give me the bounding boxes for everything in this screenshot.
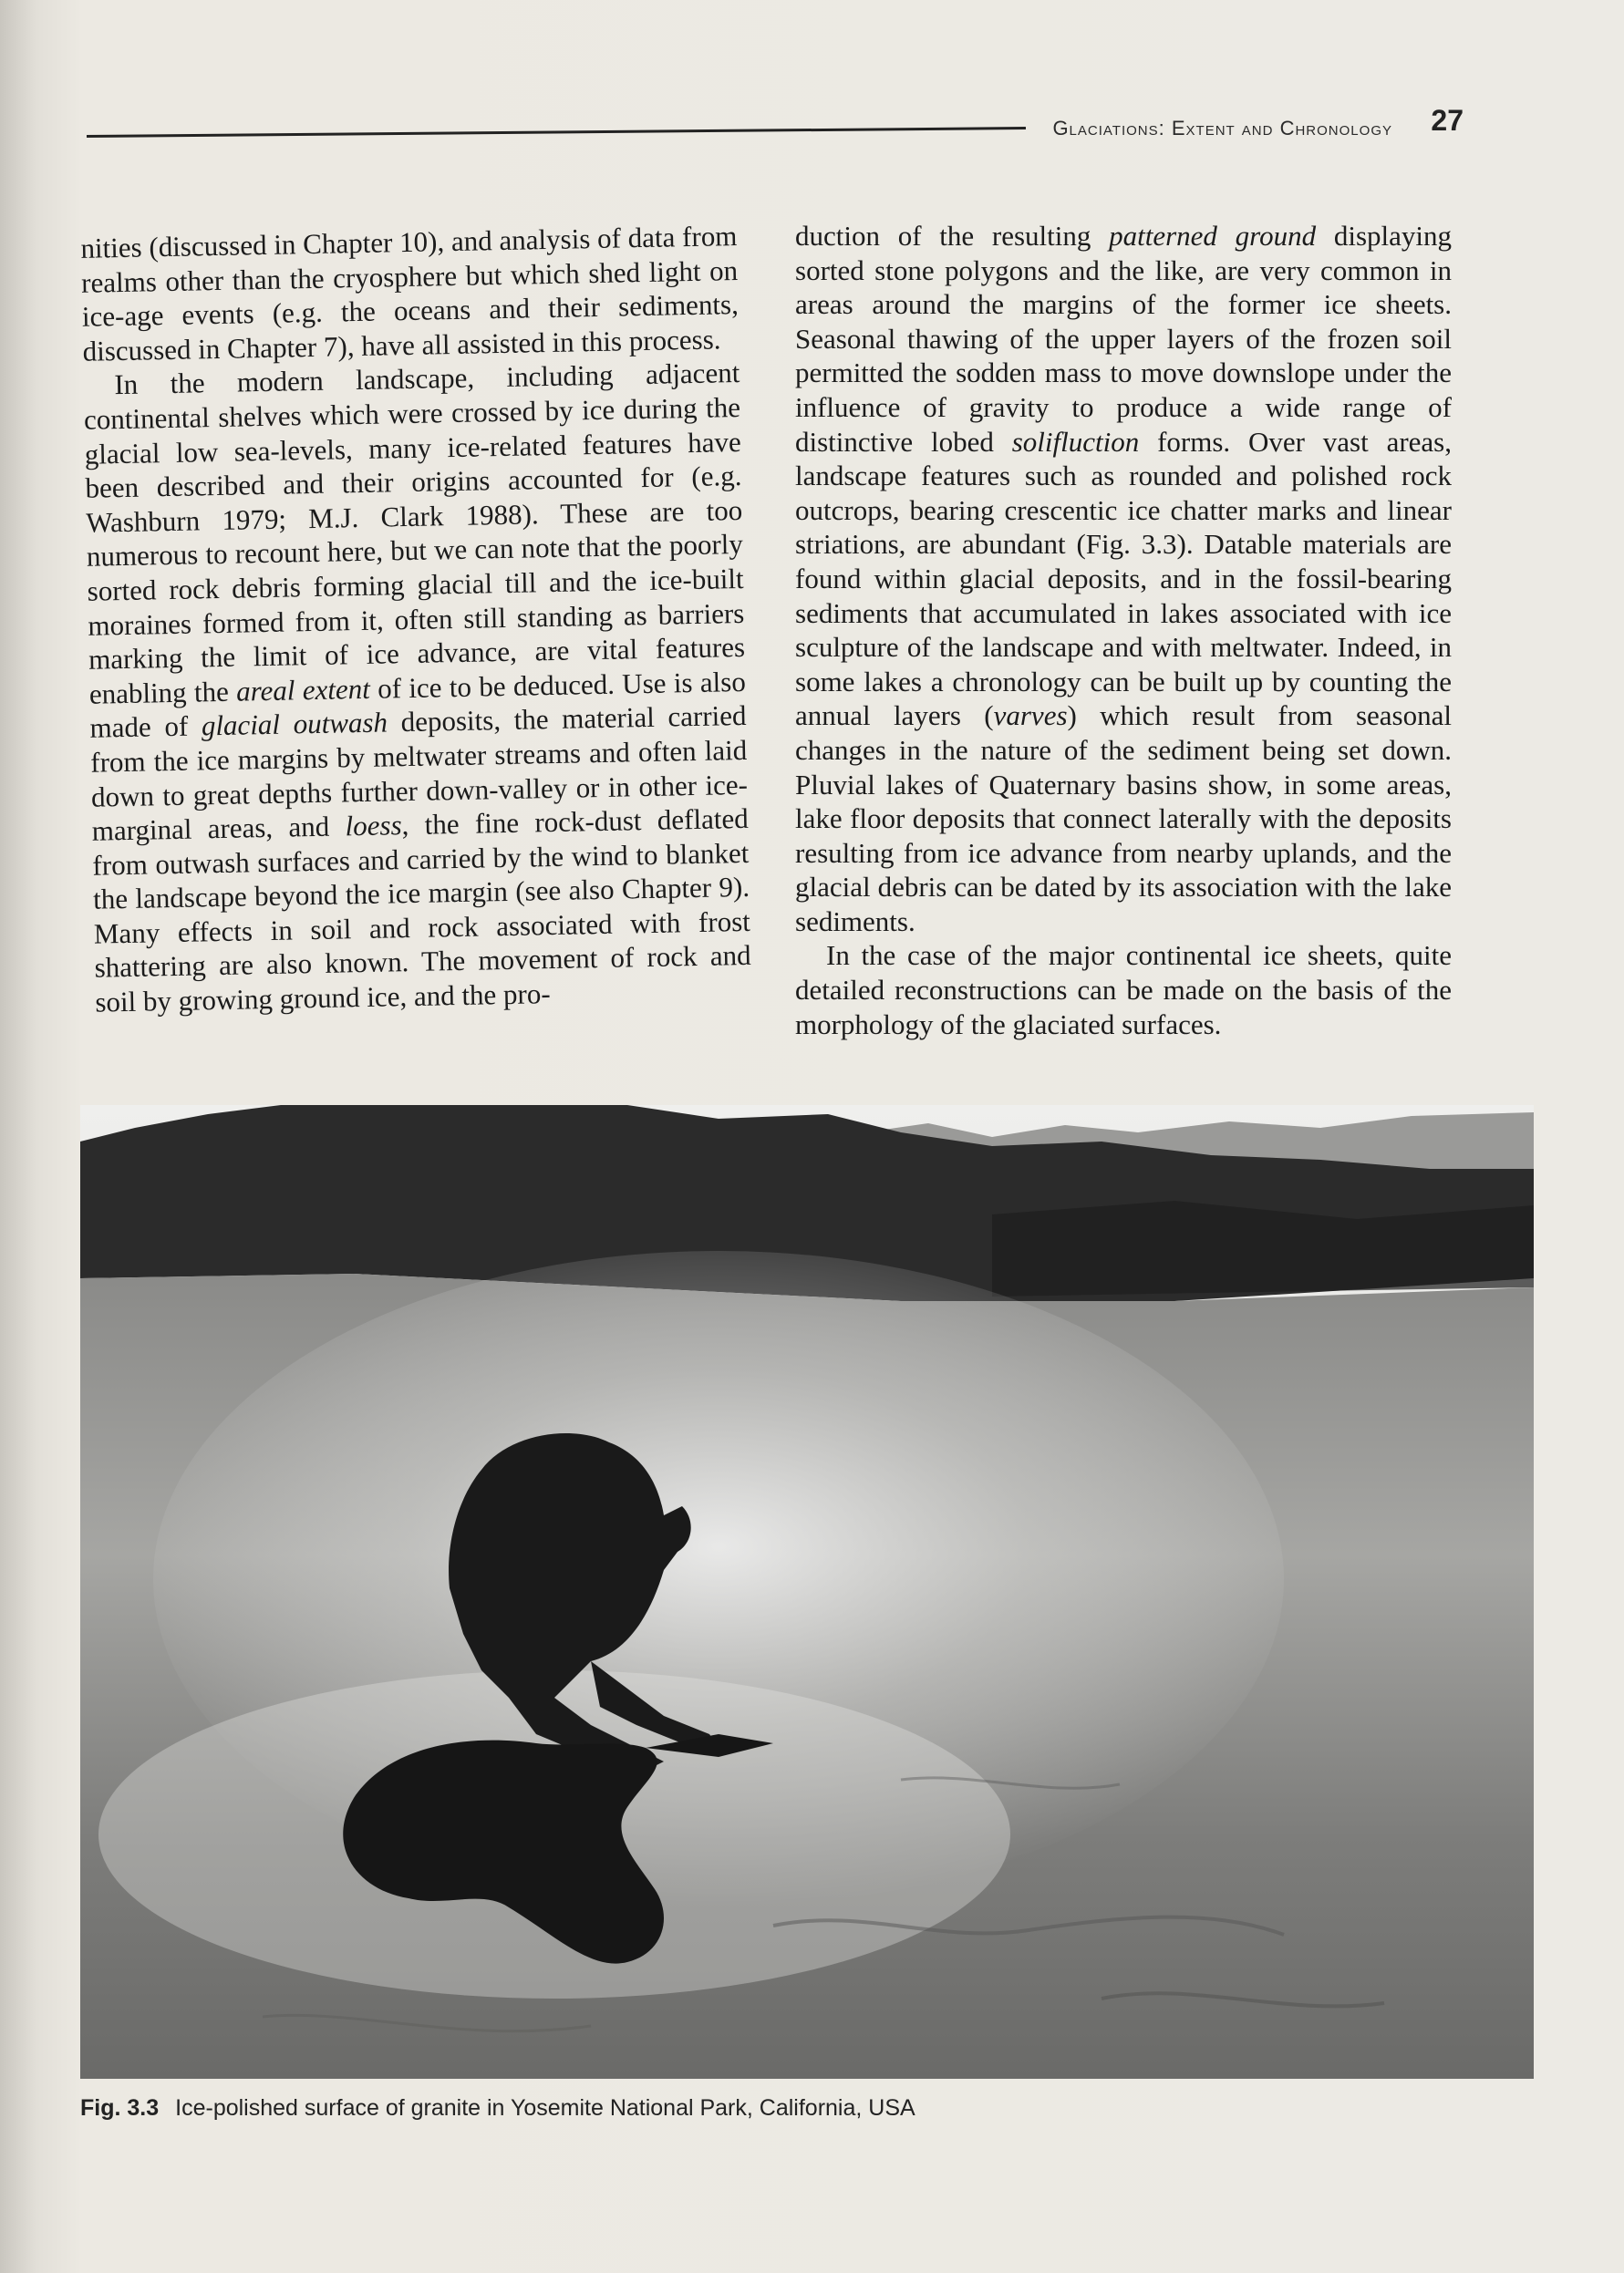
header-rule [87, 127, 1026, 138]
photo-yosemite-granite [80, 1105, 1534, 2079]
page-header [87, 98, 1464, 162]
figure-caption [80, 2095, 1494, 2122]
left-column [80, 219, 751, 1019]
page-number: 27 [1431, 104, 1464, 137]
figure-photo [80, 1105, 1534, 2079]
left-paragraph-2: In the modern landscape, including adjacent continental shelves which were crossed by ice during the glacial low sea-levels, many ice-related features have been described and their origins accounted for (e.g. Washburn 1979; M.J. Clark 1988). These are too numerous to recount here, but we can note that the poorly sorted rock debris forming glacial till and the ice-built moraines formed from it, often still standing as barriers marking the limit of ice advance, are vital features enabling the areal extent of ice to be deduced. Use is also made of glacial outwash deposits, the material carried from the ice margins by meltwater streams and often laid down to great depths further down-valley or in other ice-marginal areas, and loess, the fine rock-dust deflated from outwash surfaces and carried by the wind to blanket the landscape beyond the ice margin (see also Chapter 9). Many effects in soil and rock associated with frost shattering are also known. The movement of rock and soil by growing ground ice, and the pro- [83, 356, 751, 1018]
caption-text: Ice-polished surface of granite in Yosemite National Park, California, USA [175, 2095, 915, 2121]
right-paragraph-2: In the case of the major continental ice sheets, quite detailed reconstructions can be made on the basis of the morphology of the glaciated surfaces. [795, 939, 1452, 1040]
running-head: Glaciations: Extent and Chronology [1052, 117, 1392, 139]
right-column [795, 219, 1452, 1041]
left-paragraph-1: nities (discussed in Chapter 10), and analysis of data from realms other than the cryosphere but which shed light on ice-age events (e.g. the oceans and their sediments, discussed in Chapter 7), have all assisted in this process. [80, 219, 740, 367]
figure-label: Fig. 3.3 [80, 2095, 160, 2121]
right-paragraph-1: duction of the resulting patterned ground displaying sorted stone polygons and the like, are very common in areas around the margins of the former ice sheets. Seasonal thawing of the upper layers of the frozen soil permitted the sodden mass to move downslope under the influence of gravity to produce a wide range of distinctive lobed solifluction forms. Over vast areas, landscape features such as rounded and polished rock outcrops, bearing crescentic ice chatter marks and linear striations, are abundant (Fig. 3.3). Datable materials are found within glacial deposits, and in the fossil-bearing sediments that accumulated in lakes associated with ice sculpture of the landscape and with meltwater. Indeed, in some lakes a chronology can be built up by counting the annual layers (varves) which result from seasonal changes in the nature of the sediment being set down. Pluvial lakes of Quaternary basins show, in some areas, lake floor deposits that connect laterally with the deposits resulting from ice advance from nearby uplands, and the glacial debris can be dated by its association with the lake sediments. [795, 220, 1452, 937]
